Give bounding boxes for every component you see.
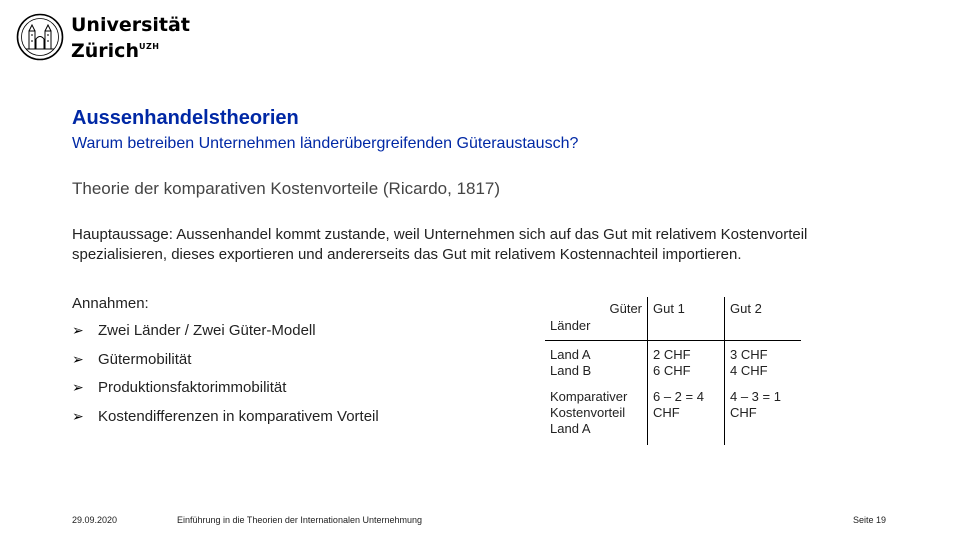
column-header-good1: Gut 1 [648, 297, 725, 341]
column-header-good2: Gut 2 [725, 297, 802, 341]
list-item-text: Kostendifferenzen in komparativem Vorteil [98, 408, 379, 426]
logo-line2 [71, 36, 190, 62]
cell-value: 6 CHF [653, 363, 691, 378]
logo-line2-text: Zürich [71, 40, 139, 62]
section-title: Theorie der komparativen Kostenvorteile (Ricardo, 1817) [72, 179, 501, 198]
cell-value: 4 – 3 = 1 [730, 389, 781, 404]
footer-date: 29.09.2020 [72, 515, 118, 525]
row-label-land-b: Land B [550, 363, 592, 378]
table-cell [545, 385, 648, 445]
table-cell [545, 341, 648, 386]
arrow-bullet-icon: ➢ [72, 408, 84, 425]
assumptions-label: Annahmen: [72, 295, 149, 312]
table-row [545, 341, 801, 386]
table-header-row [545, 297, 801, 341]
corner-countries-label: Länder [550, 318, 591, 333]
row-label-line: Land A [550, 421, 591, 436]
list-item-text: Gütermobilität [98, 350, 192, 368]
cell-value: 3 CHF [730, 347, 768, 362]
cost-comparison-table [545, 297, 801, 445]
cell-value: CHF [653, 405, 680, 420]
list-item [72, 322, 379, 351]
cell-value: 4 CHF [730, 363, 768, 378]
row-label-line: Kostenvorteil [550, 405, 626, 420]
row-label-line: Komparativer [550, 389, 628, 404]
cell-value: 6 – 2 = 4 [653, 389, 704, 404]
list-item-text: Produktionsfaktorimmobilität [98, 379, 287, 397]
arrow-bullet-icon: ➢ [72, 379, 84, 396]
list-item [72, 379, 379, 408]
table-cell [648, 385, 725, 445]
row-label-land-a: Land A [550, 347, 591, 362]
main-statement: Hauptaussage: Aussenhandel kommt zustande, weil Unternehmen sich auf das Gut mit relativem Kostenvorteil spezialisieren, dieses exportieren und andererseits das Gut mit relativem Kostennachteil importieren. [72, 226, 808, 263]
footer-course-title: Einführung in die Theorien der Internationalen Unternehmung [177, 515, 422, 525]
table-cell [648, 341, 725, 386]
slide-title: Aussenhandelstheorien [72, 107, 299, 129]
logo-line1: Universität [71, 14, 190, 36]
arrow-bullet-icon: ➢ [72, 350, 84, 367]
list-item [72, 351, 379, 380]
arrow-bullet-icon: ➢ [72, 322, 84, 338]
table-cell [725, 341, 802, 386]
slide-subtitle: Warum betreiben Unternehmen länderübergreifenden Güteraustausch? [72, 135, 579, 152]
cell-value: 2 CHF [653, 347, 691, 362]
assumptions-list [72, 322, 379, 437]
logo-suffix: UZH [138, 42, 160, 51]
table-row [545, 385, 801, 445]
logo-wordmark [71, 15, 190, 62]
corner-goods-label: Güter [609, 301, 642, 316]
cell-value: CHF [730, 405, 757, 420]
list-item-text: Zwei Länder / Zwei Güter-Modell [98, 322, 316, 339]
list-item [72, 408, 379, 437]
university-seal-icon [16, 13, 64, 61]
table-cell [725, 385, 802, 445]
university-logo [16, 13, 190, 65]
table-corner-cell [545, 297, 648, 341]
footer-page-number: Seite 19 [853, 515, 887, 525]
